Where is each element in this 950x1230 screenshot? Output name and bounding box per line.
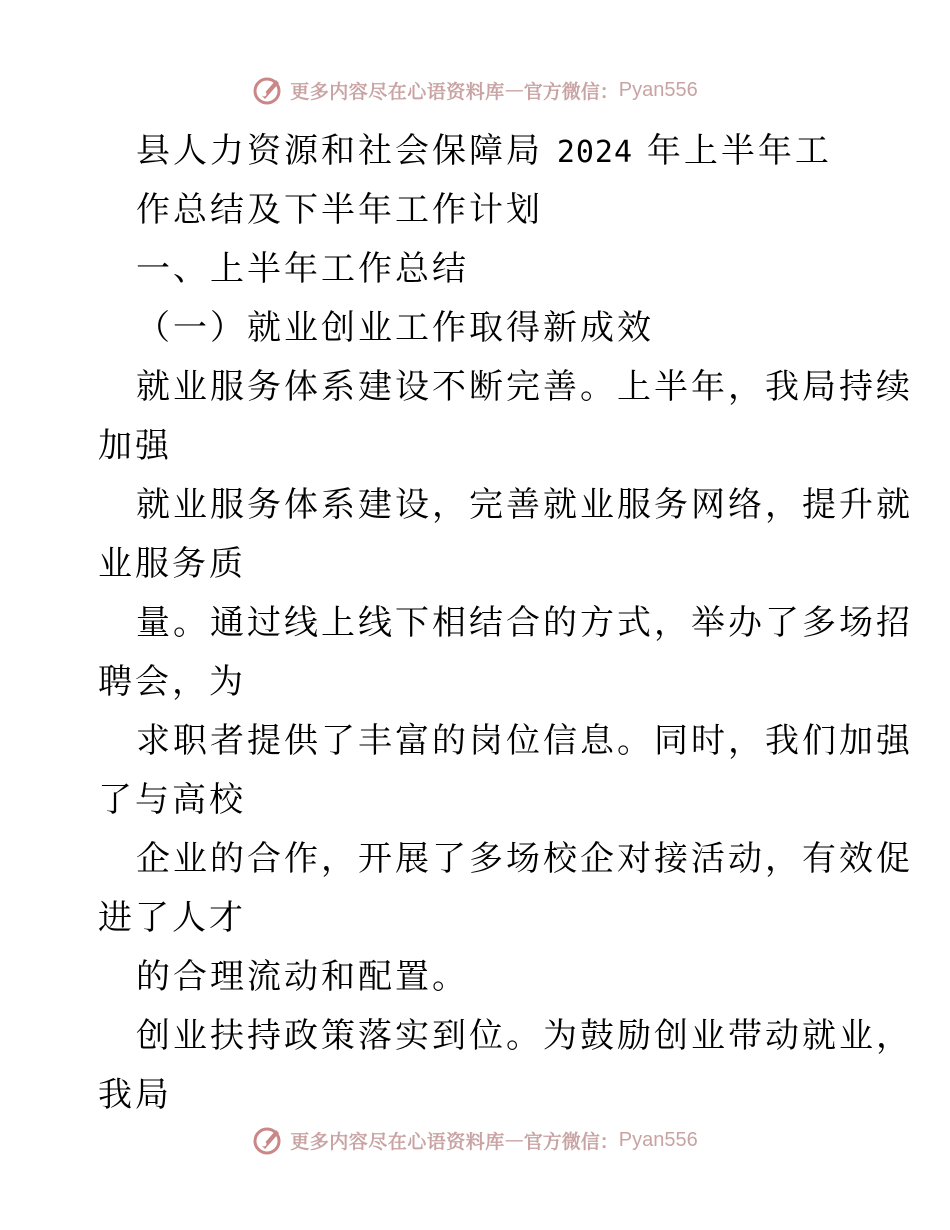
paragraph-line: 了与高校: [98, 780, 246, 820]
document-title-line-1: [98, 122, 858, 181]
document-body: [98, 122, 913, 1125]
paragraph-line: 就业服务体系建设，完善就业服务网络，提升就: [136, 485, 913, 525]
paragraph-line: 量。通过线上线下相结合的方式，举办了多场招: [136, 603, 913, 643]
paragraph-line: 我局: [98, 1075, 172, 1115]
watermark-wechat-id: Pyan556: [618, 78, 698, 101]
watermark-wechat-label: 官方微信：: [523, 80, 619, 103]
paragraph-line: 就业服务体系建设不断完善。上半年，我局持续: [136, 367, 913, 407]
title-year: 2024: [556, 135, 634, 170]
watermark-banner-top: [0, 72, 950, 108]
paragraph-line: 的合理流动和配置。: [136, 957, 469, 997]
paragraph-line: 进了人才: [98, 898, 246, 938]
document-title-line-2: 作总结及下半年工作计划: [136, 190, 543, 230]
title-text-a: 县人力资源和社会保障局: [136, 131, 543, 171]
paragraph-line: 求职者提供了丰富的岗位信息。同时，我们加强: [136, 721, 913, 761]
paragraph-line: 加强: [98, 426, 172, 466]
paragraph-line: 业服务质: [98, 544, 246, 584]
watermark-separator: —: [504, 79, 524, 101]
watermark-slogan: 更多内容尽在心语资料库: [290, 1130, 505, 1153]
watermark-wechat-label: 官方微信：: [523, 1130, 619, 1153]
title-text-b: 年上半年工: [646, 131, 832, 171]
watermark-slogan: 更多内容尽在心语资料库: [290, 80, 505, 103]
pen-logo-icon: [252, 1124, 284, 1156]
watermark-banner-bottom: [0, 1122, 950, 1158]
paragraph-line: 企业的合作，开展了多场校企对接活动，有效促: [136, 839, 913, 879]
paragraph-line: 创业扶持政策落实到位。为鼓励创业带动就业，: [136, 1016, 913, 1056]
paragraph-line: 聘会，为: [98, 662, 246, 702]
watermark-separator: —: [504, 1129, 524, 1151]
section-heading: 一、上半年工作总结: [136, 249, 469, 289]
pen-logo-icon: [252, 74, 284, 106]
subsection-heading: （一）就业创业工作取得新成效: [136, 308, 654, 348]
watermark-wechat-id: Pyan556: [618, 1128, 698, 1151]
